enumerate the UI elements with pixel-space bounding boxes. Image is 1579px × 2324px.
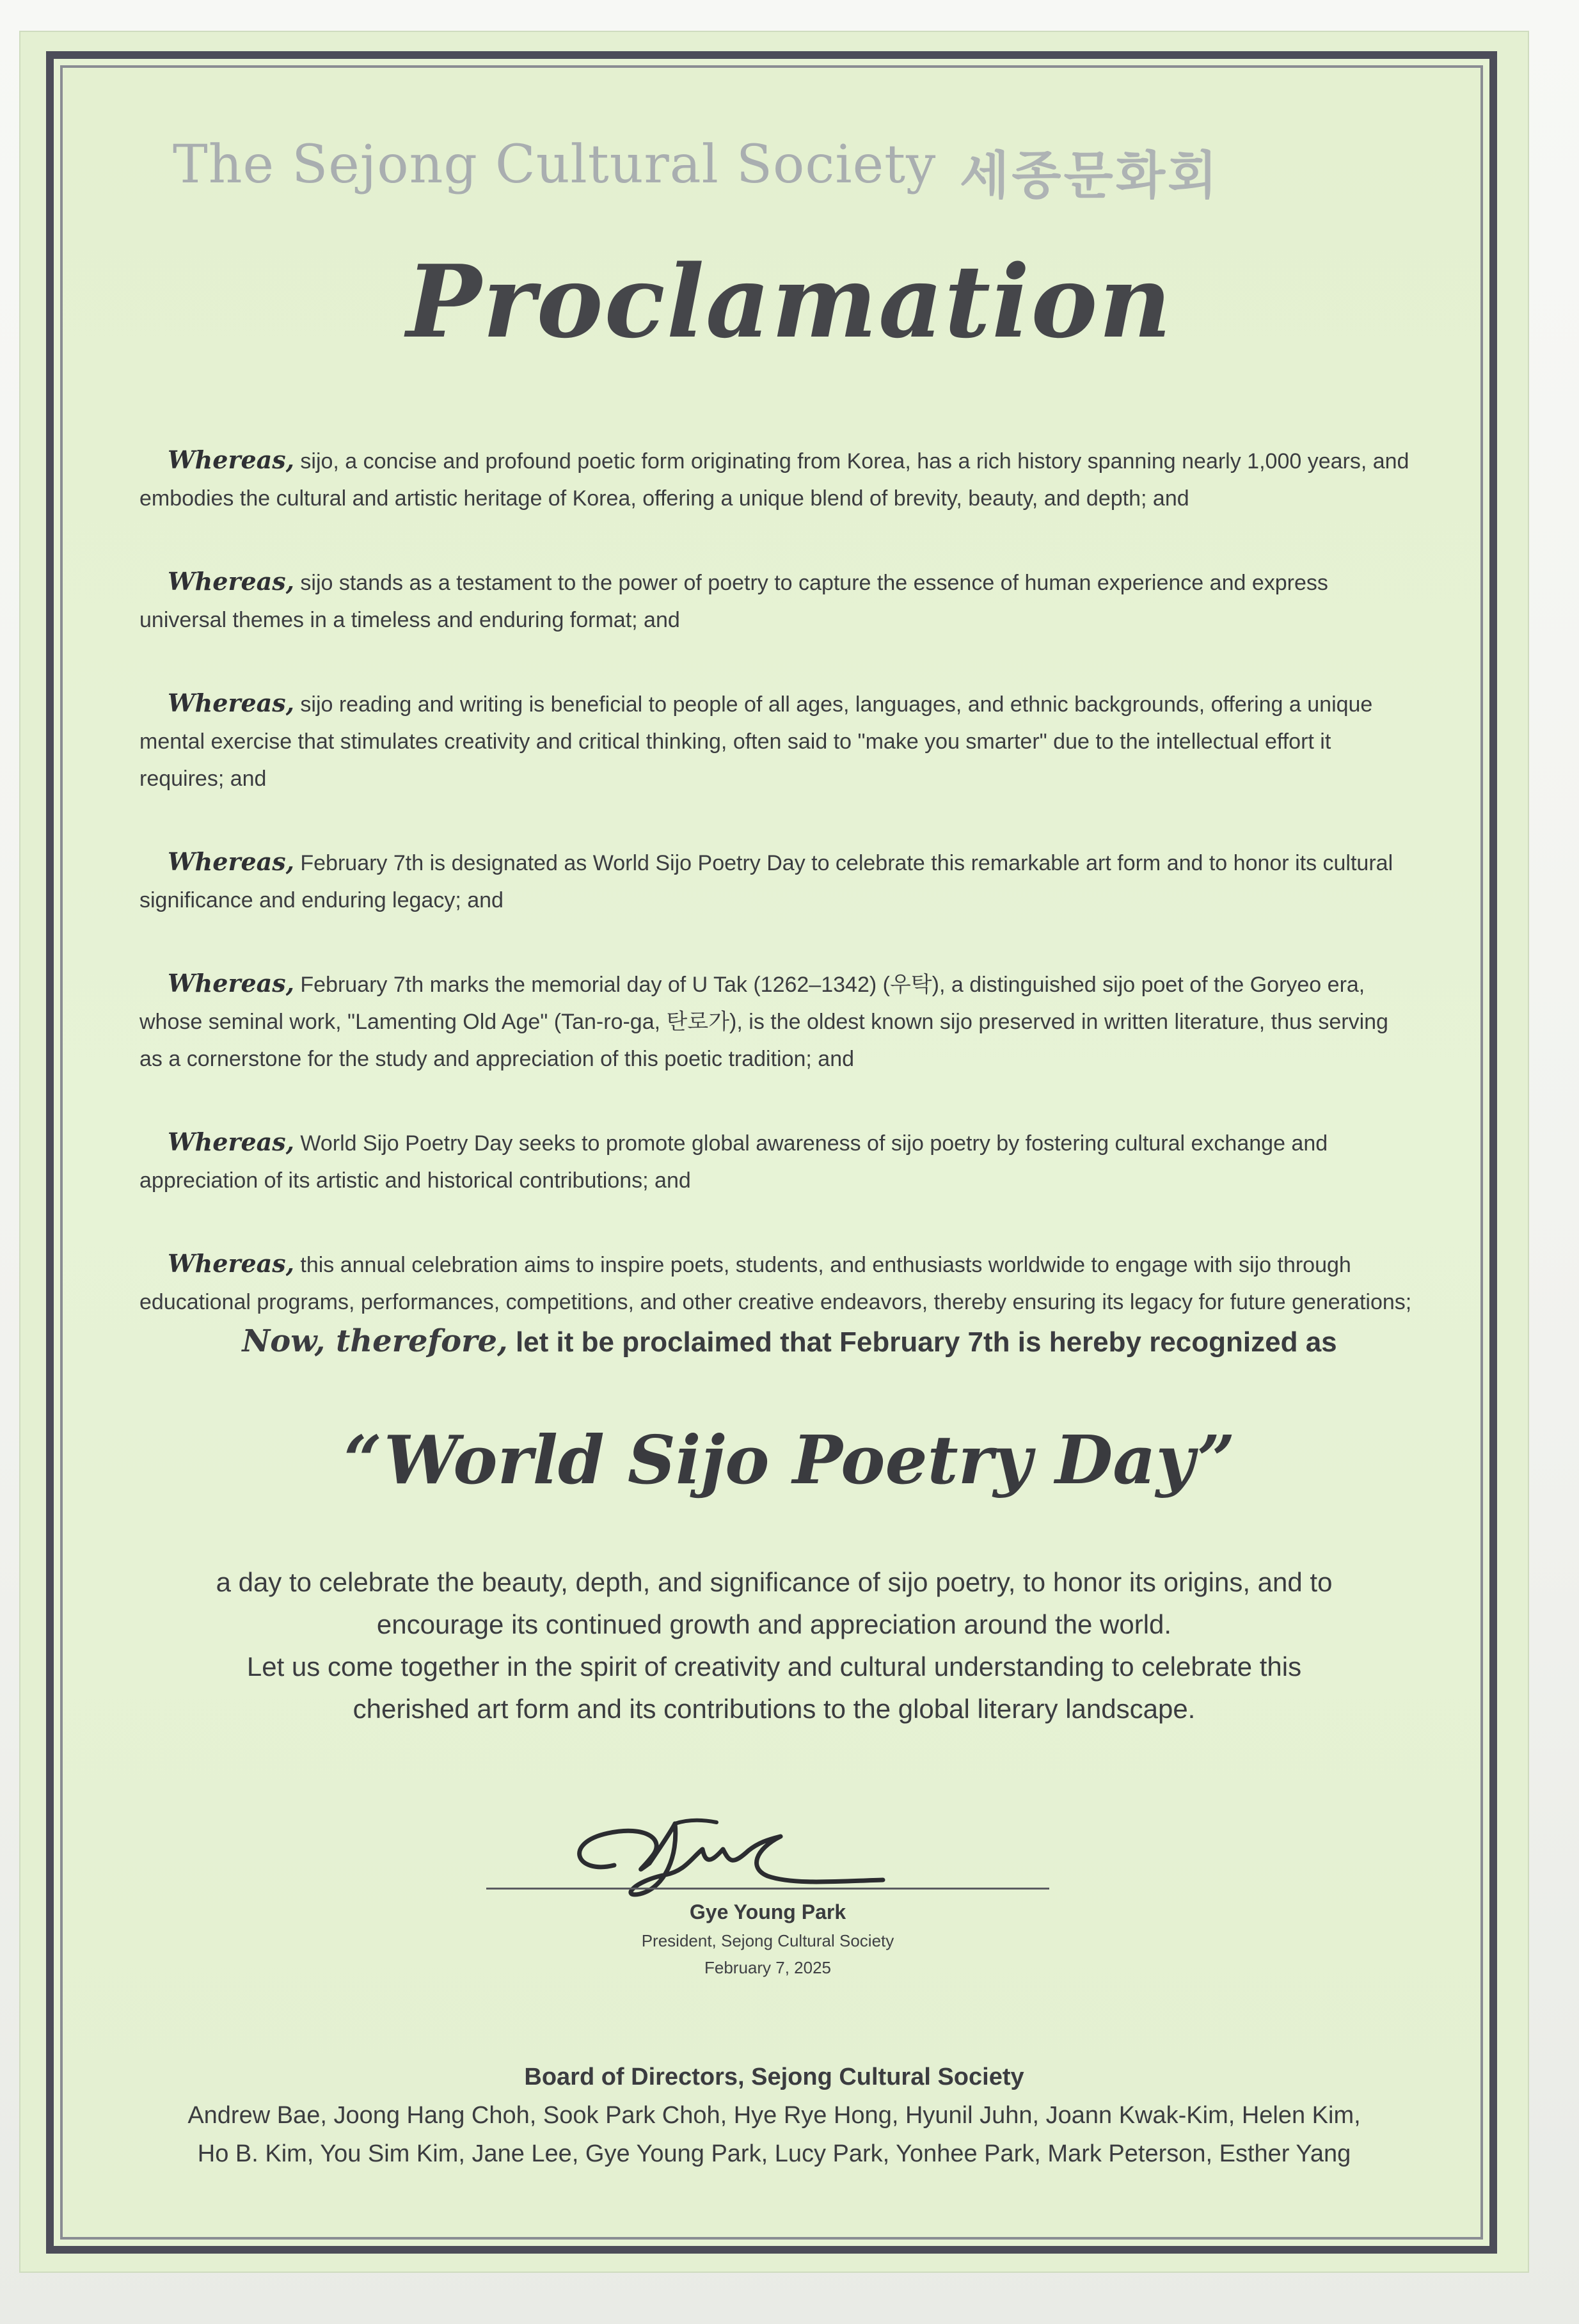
board-title: Board of Directors, Sejong Cultural Society: [524, 2064, 1024, 2090]
board-members-line: Andrew Bae, Joong Hang Choh, Sook Park Choh, Hye Rye Hong, Hyunil Juhn, Joann Kwak-Kim, Helen Kim,: [187, 2102, 1361, 2129]
whereas-lead: Whereas,: [168, 1249, 294, 1278]
whereas-lead: Whereas,: [168, 688, 294, 717]
clause-text: sijo, a concise and profound poetic form originating from Korea, has a rich history spanning nearly 1,000 years, and embodies the cultural and artistic heritage of Korea, offering a unique blend of brevity, beauty, and depth; and: [139, 449, 1409, 511]
clause-text: this annual celebration aims to inspire poets, students, and enthusiasts worldwide to engage with sijo through educational programs, performances, competitions, and other creative endeavors, thereby ensuring its legacy for future generations;: [139, 1253, 1412, 1314]
therefore-lead: Now, therefore,: [242, 1323, 508, 1359]
whereas-lead: Whereas,: [168, 1127, 294, 1156]
whereas-lead: Whereas,: [168, 969, 294, 998]
celebration-paragraph: [128, 1561, 1420, 1730]
clause-text: sijo stands as a testament to the power of poetry to capture the essence of human experience and express universal themes in a timeless and enduring format; and: [139, 571, 1328, 632]
celebration-line: cherished art form and its contributions to the global literary landscape.: [353, 1694, 1196, 1724]
celebration-line: encourage its continued growth and appreciation around the world.: [376, 1609, 1172, 1639]
whereas-clause: [139, 843, 1413, 919]
handwritten-signature: [537, 1804, 947, 1900]
clause-text: February 7th is designated as World Sijo Poetry Day to celebrate this remarkable art form and to honor its cultural significance and enduring legacy; and: [139, 851, 1393, 912]
therefore-statement: [0, 1323, 1579, 1359]
board-of-directors: [128, 2058, 1420, 2173]
society-name: The Sejong Cultural Society: [173, 134, 937, 195]
therefore-text: let it be proclaimed that February 7th is hereby recognized as: [507, 1326, 1337, 1358]
clause-text: World Sijo Poetry Day seeks to promote global awareness of sijo poetry by fostering cultural exchange and appreciation of its artistic and historical contributions; and: [139, 1131, 1328, 1193]
whereas-lead: Whereas,: [168, 445, 294, 474]
whereas-clause: [139, 442, 1413, 517]
signer-title: President, Sejong Cultural Society: [641, 1931, 894, 1950]
proclamation-title: Proclamation: [406, 243, 1173, 360]
whereas-clause: [139, 965, 1413, 1078]
whereas-clause: [139, 1245, 1413, 1321]
whereas-lead: Whereas,: [168, 567, 294, 596]
clause-text: sijo reading and writing is beneficial to people of all ages, languages, and ethnic backgrounds, offering a unique mental exercise that stimulates creativity and critical thinking, often said to "make you smarter" due to the intellectual effort it requires; and: [139, 692, 1373, 791]
whereas-lead: Whereas,: [168, 847, 294, 876]
signature-line: [486, 1888, 1049, 1890]
society-name-korean: 세종문화회: [960, 146, 1220, 205]
signature-block: [486, 1804, 1049, 1996]
celebration-line: a day to celebrate the beauty, depth, and significance of sijo poetry, to honor its origins, and to: [216, 1567, 1333, 1597]
signer-name: Gye Young Park: [689, 1900, 846, 1923]
whereas-clause: [139, 685, 1413, 797]
board-members-line: Ho B. Kim, You Sim Kim, Jane Lee, Gye Young Park, Lucy Park, Yonhee Park, Mark Peterson, Esther Yang: [197, 2140, 1351, 2167]
whereas-clause: [139, 563, 1413, 639]
clause-text: February 7th marks the memorial day of U Tak (1262–1342) (우탁), a distinguished sijo poet of the Goryeo era, whose seminal work, "Lamenting Old Age" (Tan-ro-ga, 탄로가), is the oldest known sijo preserved in written literature, thus serving as a cornerstone for the study and appreciation of this poetic tradition; and: [139, 973, 1388, 1071]
day-name-heading: “World Sijo Poetry Day”: [344, 1421, 1235, 1499]
signature-date: February 7, 2025: [704, 1958, 831, 1977]
letterhead: [173, 134, 1376, 224]
whereas-clauses: [139, 442, 1413, 1367]
celebration-line: Let us come together in the spirit of creativity and cultural understanding to celebrate this: [246, 1651, 1302, 1682]
whereas-clause: [139, 1124, 1413, 1199]
